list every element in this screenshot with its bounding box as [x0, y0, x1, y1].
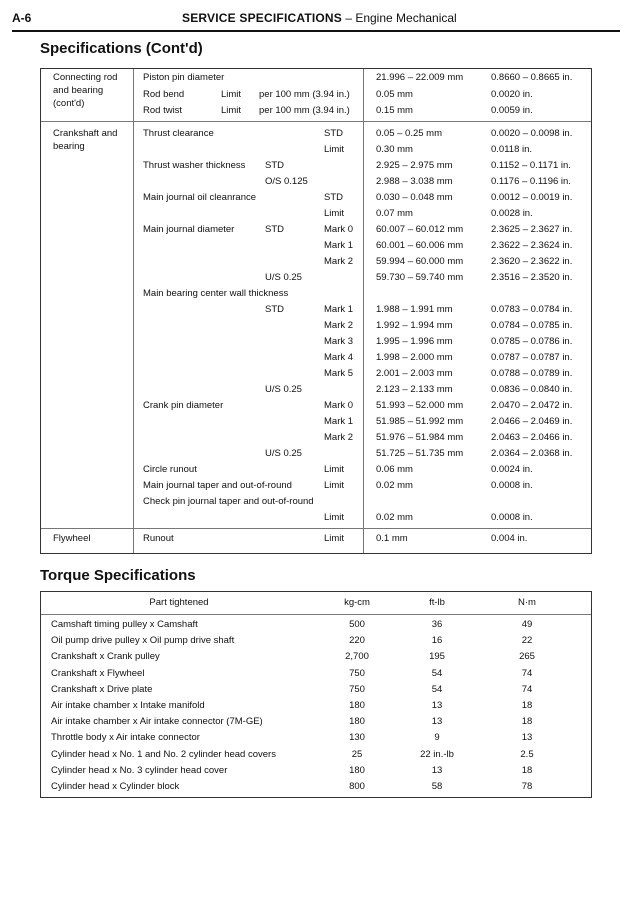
spec-inch-value: 0.0008 in. — [491, 512, 533, 523]
spec-mark: Mark 1 — [324, 416, 354, 427]
header-kgcm: kg-cm — [344, 597, 370, 608]
spec-metric-value: 2.123 – 2.133 mm — [376, 384, 453, 395]
spec-mark: Mark 0 — [324, 224, 354, 235]
spec-metric-value: 2.001 – 2.003 mm — [376, 368, 453, 379]
spec-metric-value: 1.998 – 2.000 mm — [376, 352, 453, 363]
torque-ftlb: 13 — [431, 716, 443, 728]
spec-limit-label: Limit — [221, 105, 242, 116]
spec-metric-value: 1.992 – 1.994 mm — [376, 320, 453, 331]
spec-item: Circle runout — [143, 464, 197, 475]
spec-mark: Mark 5 — [324, 368, 354, 379]
torque-part: Air intake chamber x Air intake connector (7M-GE) — [51, 716, 263, 728]
spec-inch-value: 2.0364 – 2.0368 in. — [491, 448, 573, 459]
spec-metric-value: 2.925 – 2.975 mm — [376, 160, 453, 171]
spec-item: Runout — [143, 533, 174, 544]
torque-nm: 74 — [521, 683, 533, 695]
torque-nm: 78 — [521, 781, 533, 792]
spec-metric-value: 0.05 – 0.25 mm — [376, 128, 443, 139]
spec-item: Rod bend — [143, 88, 185, 100]
spec-inch-value: 2.3622 – 2.3624 in. — [491, 240, 573, 251]
spec-metric-value: 0.07 mm — [376, 208, 413, 219]
torque-nm: 18 — [521, 764, 533, 776]
header-part: Part tightened — [149, 597, 209, 608]
header-nm: N·m — [518, 597, 536, 608]
spec-mark: Mark 1 — [324, 240, 354, 251]
group-divider — [41, 528, 591, 529]
spec-inch-value: 0.1152 – 0.1171 in. — [491, 160, 571, 171]
torque-part: Crankshaft x Flywheel — [51, 667, 145, 679]
spec-inch-value: 0.0020 in. — [491, 88, 533, 100]
torque-part: Cylinder head x Cylinder block — [51, 781, 180, 792]
spec-inch-value: 0.0059 in. — [491, 105, 533, 116]
spec-metric-value: 51.993 – 52.000 mm — [376, 400, 464, 411]
spec-metric-value: 0.1 mm — [376, 533, 408, 544]
spec-item: Thrust clearance — [143, 128, 214, 139]
torque-kgcm: 130 — [349, 732, 365, 744]
spec-mark: Limit — [324, 480, 345, 491]
torque-kgcm: 220 — [349, 635, 365, 647]
torque-section-title: Torque Specifications — [40, 567, 196, 584]
spec-metric-value: 60.001 – 60.006 mm — [376, 240, 464, 251]
torque-kgcm: 2,700 — [345, 651, 369, 663]
page-number: A-6 — [12, 11, 32, 25]
spec-inch-value: 0.1176 – 0.1196 in. — [491, 176, 571, 187]
spec-size: STD — [265, 224, 284, 235]
spec-item: Check pin journal taper and out-of-round — [143, 496, 314, 507]
spec-mark: Mark 2 — [324, 320, 354, 331]
torque-ftlb: 22 in.-lb — [420, 748, 454, 760]
spec-metric-value: 51.985 – 51.992 mm — [376, 416, 464, 427]
spec-mark: Limit — [324, 208, 345, 219]
spec-size: U/S 0.25 — [265, 272, 302, 283]
spec-mark: STD — [324, 128, 343, 139]
spec-inch-value: 2.0463 – 2.0466 in. — [491, 432, 573, 443]
torque-ftlb: 13 — [431, 700, 443, 711]
spec-inch-value: 2.3620 – 2.3622 in. — [491, 256, 573, 267]
spec-mark: Mark 4 — [324, 352, 354, 363]
torque-nm: 74 — [521, 667, 533, 679]
torque-kgcm: 800 — [349, 781, 365, 792]
spec-metric-value: 59.994 – 60.000 mm — [376, 256, 464, 267]
spec-metric-value: 0.30 mm — [376, 144, 413, 155]
spec-mark: Limit — [324, 533, 345, 544]
spec-metric-value: 0.15 mm — [376, 105, 413, 116]
torque-nm: 265 — [519, 651, 535, 663]
torque-nm: 2.5 — [520, 748, 534, 760]
spec-size: STD — [265, 160, 284, 171]
page-header — [12, 11, 620, 31]
spec-inch-value: 0.004 in. — [491, 533, 528, 544]
spec-mark: Mark 1 — [324, 304, 354, 315]
spec-mark: Limit — [324, 512, 345, 523]
torque-kgcm: 180 — [349, 700, 365, 711]
category-label: and bearing — [53, 85, 104, 96]
spec-inch-value: 0.0020 – 0.0098 in. — [491, 128, 573, 139]
spec-limit-label: Limit — [221, 88, 242, 100]
torque-ftlb: 36 — [431, 619, 443, 630]
spec-inch-value: 0.0028 in. — [491, 208, 533, 219]
specifications-table — [40, 68, 592, 554]
torque-ftlb: 9 — [434, 732, 440, 744]
spec-item: Main journal oil cleanrance — [143, 192, 257, 203]
spec-mark: Mark 3 — [324, 336, 354, 347]
spec-item: Main journal diameter — [143, 224, 235, 235]
category-label: Flywheel — [53, 533, 91, 544]
spec-inch-value: 0.0785 – 0.0786 in. — [491, 336, 573, 347]
torque-part: Air intake chamber x Intake manifold — [51, 700, 205, 711]
spec-metric-value: 0.02 mm — [376, 480, 413, 491]
torque-table — [40, 591, 592, 798]
spec-mark: STD — [324, 192, 343, 203]
spec-condition: per 100 mm (3.94 in.) — [259, 88, 350, 100]
running-title-bold: SERVICE SPECIFICATIONS — [182, 11, 342, 25]
spec-inch-value: 0.0012 – 0.0019 in. — [491, 192, 573, 203]
torque-ftlb: 13 — [431, 764, 443, 776]
torque-nm: 13 — [521, 732, 533, 744]
spec-inch-value: 0.8660 – 0.8665 in. — [491, 72, 573, 83]
spec-metric-value: 21.996 – 22.009 mm — [376, 72, 464, 83]
spec-inch-value: 2.0466 – 2.0469 in. — [491, 416, 573, 427]
column-divider — [363, 69, 364, 553]
spec-inch-value: 0.0118 in. — [491, 144, 533, 155]
torque-kgcm: 180 — [349, 716, 365, 728]
spec-item: Rod twist — [143, 105, 183, 116]
spec-item: Main bearing center wall thickness — [143, 288, 289, 299]
torque-ftlb: 54 — [431, 667, 443, 679]
torque-nm: 18 — [521, 700, 533, 711]
spec-mark: Limit — [324, 144, 345, 155]
spec-item: Piston pin diameter — [143, 72, 225, 83]
spec-inch-value: 0.0787 – 0.0787 in. — [491, 352, 573, 363]
spec-inch-value: 0.0024 in. — [491, 464, 533, 475]
spec-metric-value: 51.725 – 51.735 mm — [376, 448, 464, 459]
torque-part: Crankshaft x Drive plate — [51, 683, 153, 695]
category-label: Crankshaft and — [53, 128, 118, 139]
header-ftlb: ft-lb — [429, 597, 445, 608]
spec-metric-value: 59.730 – 59.740 mm — [376, 272, 464, 283]
spec-inch-value: 2.0470 – 2.0472 in. — [491, 400, 573, 411]
torque-kgcm: 25 — [351, 748, 363, 760]
spec-inch-value: 0.0008 in. — [491, 480, 533, 491]
spec-mark: Mark 2 — [324, 256, 354, 267]
spec-size: STD — [265, 304, 284, 315]
torque-ftlb: 58 — [431, 781, 443, 792]
torque-nm: 18 — [521, 716, 533, 728]
spec-inch-value: 2.3625 – 2.3627 in. — [491, 224, 573, 235]
torque-nm: 49 — [521, 619, 533, 630]
spec-metric-value: 0.05 mm — [376, 88, 413, 100]
spec-inch-value: 0.0788 – 0.0789 in. — [491, 368, 573, 379]
torque-part: Cylinder head x No. 1 and No. 2 cylinder head covers — [51, 748, 276, 760]
spec-mark: Limit — [324, 464, 345, 475]
category-label: bearing — [53, 141, 85, 152]
torque-part: Throttle body x Air intake connector — [51, 732, 200, 744]
spec-section-title: Specifications (Cont'd) — [40, 40, 203, 57]
running-title-rest: – Engine Mechanical — [341, 11, 457, 25]
spec-mark: Mark 0 — [324, 400, 354, 411]
torque-part: Cylinder head x No. 3 cylinder head cover — [51, 764, 228, 776]
torque-ftlb: 16 — [431, 635, 443, 647]
spec-metric-value: 0.030 – 0.048 mm — [376, 192, 453, 203]
spec-metric-value: 0.02 mm — [376, 512, 413, 523]
spec-metric-value: 1.988 – 1.991 mm — [376, 304, 453, 315]
torque-part: Camshaft timing pulley x Camshaft — [51, 619, 198, 630]
spec-metric-value: 51.976 – 51.984 mm — [376, 432, 464, 443]
header-rule — [12, 30, 620, 32]
torque-nm: 22 — [521, 635, 533, 647]
torque-part: Crankshaft x Crank pulley — [51, 651, 160, 663]
torque-kgcm: 750 — [349, 683, 365, 695]
torque-part: Oil pump drive pulley x Oil pump drive shaft — [51, 635, 235, 647]
spec-inch-value: 0.0783 – 0.0784 in. — [491, 304, 573, 315]
spec-item: Main journal taper and out-of-round — [143, 480, 292, 491]
running-title — [182, 11, 457, 25]
torque-kgcm: 500 — [349, 619, 365, 630]
spec-condition: per 100 mm (3.94 in.) — [259, 105, 350, 116]
spec-item: Thrust washer thickness — [143, 160, 246, 171]
spec-inch-value: 2.3516 – 2.3520 in. — [491, 272, 573, 283]
spec-size: U/S 0.25 — [265, 448, 302, 459]
torque-table-header — [41, 592, 591, 615]
spec-mark: Mark 2 — [324, 432, 354, 443]
spec-size: O/S 0.125 — [265, 176, 308, 187]
spec-item: Crank pin diameter — [143, 400, 224, 411]
spec-metric-value: 2.988 – 3.038 mm — [376, 176, 453, 187]
column-divider — [133, 69, 134, 553]
torque-kgcm: 180 — [349, 764, 365, 776]
category-label: Connecting rod — [53, 72, 118, 83]
group-divider — [41, 121, 591, 122]
torque-ftlb: 195 — [429, 651, 445, 663]
spec-inch-value: 0.0836 – 0.0840 in. — [491, 384, 573, 395]
torque-kgcm: 750 — [349, 667, 365, 679]
spec-metric-value: 60.007 – 60.012 mm — [376, 224, 464, 235]
spec-metric-value: 0.06 mm — [376, 464, 413, 475]
spec-size: U/S 0.25 — [265, 384, 302, 395]
spec-metric-value: 1.995 – 1.996 mm — [376, 336, 453, 347]
category-label: (cont'd) — [53, 98, 85, 109]
spec-inch-value: 0.0784 – 0.0785 in. — [491, 320, 573, 331]
torque-ftlb: 54 — [431, 683, 443, 695]
